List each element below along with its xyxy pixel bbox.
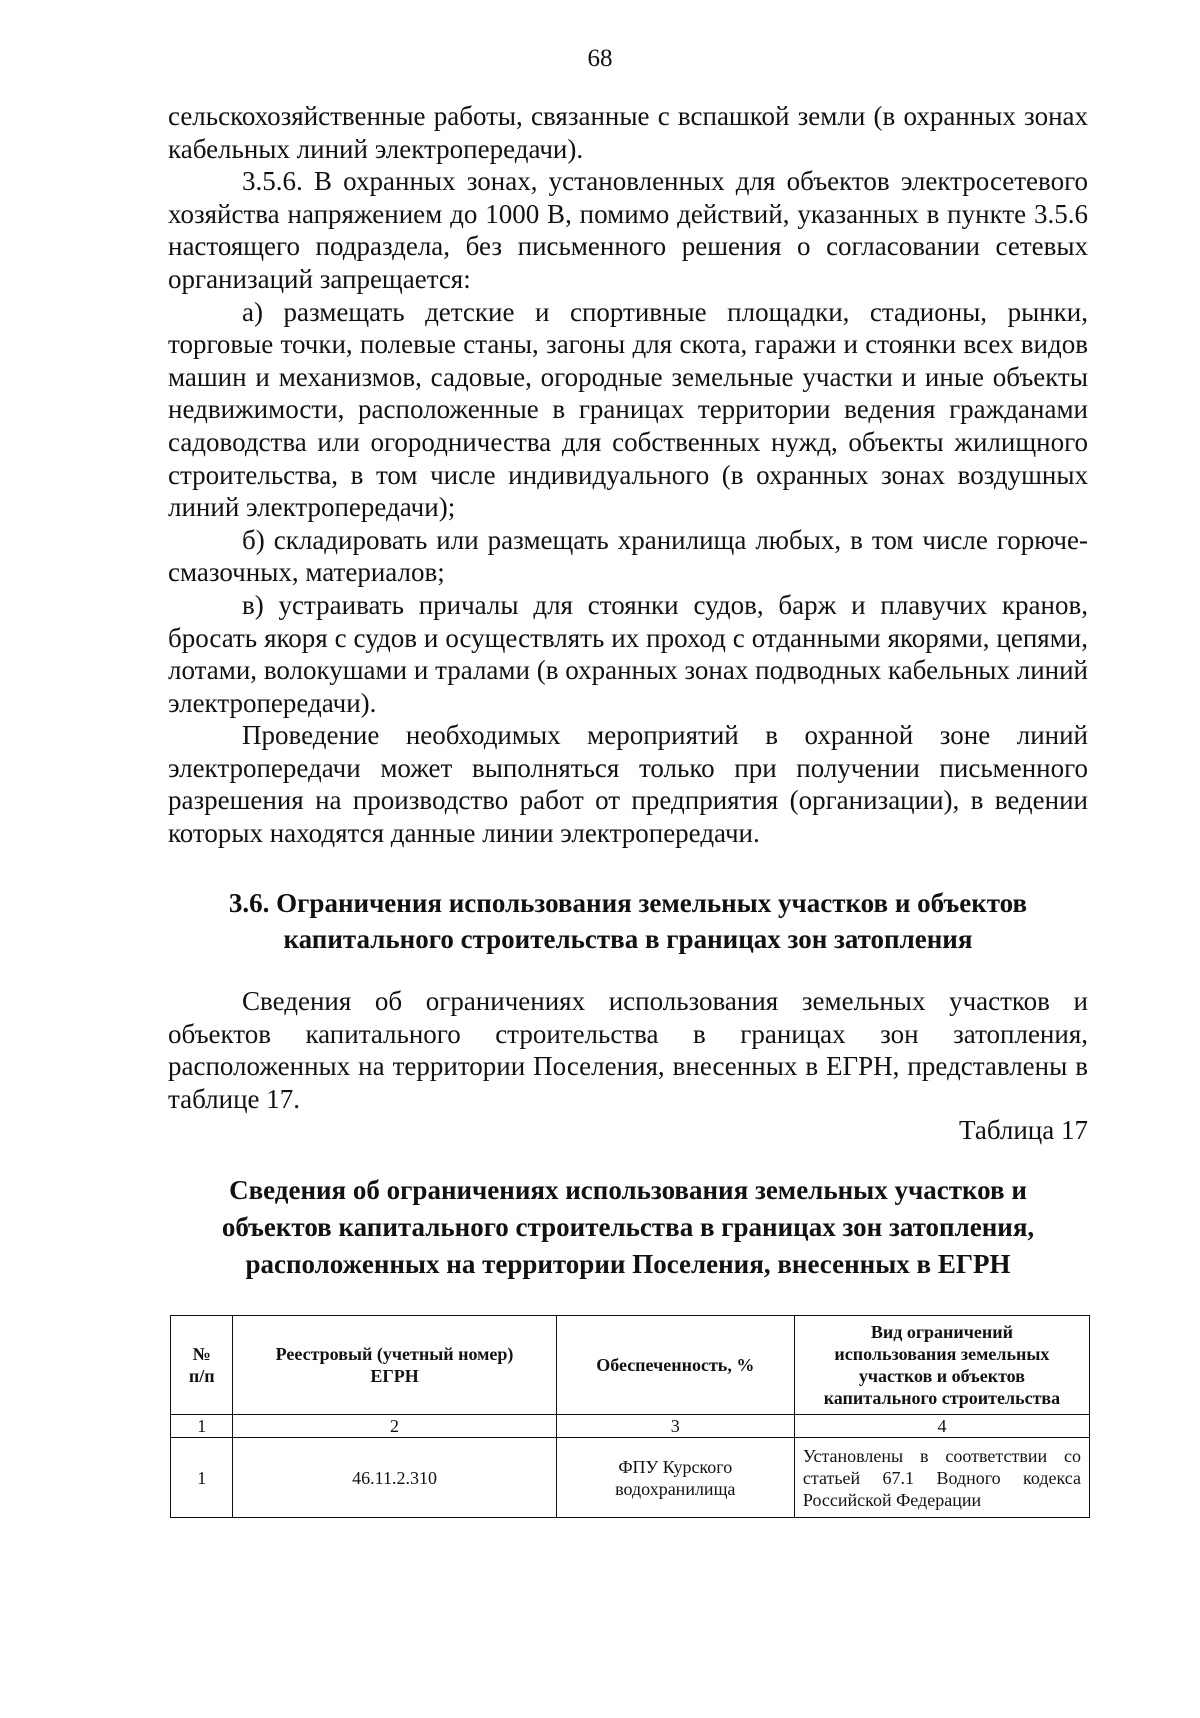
- paragraph-item-v: в) устраивать причалы для стоянки судов, барж и плавучих кранов, бросать якоря с судов и осуществлять их проход с отданными якорями, цепями, лотами, волокушами и тралами (в охранных зонах подводных кабельных линий электропередачи).: [168, 589, 1088, 718]
- header-number-line-2: п/п: [188, 1366, 215, 1386]
- section-heading: [168, 885, 1088, 957]
- restrictions-table: [170, 1315, 1090, 1518]
- page-number: 68: [587, 45, 613, 72]
- table-header-row: [171, 1316, 1090, 1415]
- section-heading-line-1: 3.6. Ограничения использования земельных участков и объектов: [228, 888, 1028, 918]
- paragraph-3-5-6: 3.5.6. В охранных зонах, установленных для объектов электросетевого хозяйства напряжением до 1000 В, помимо действий, указанных в пункте 3.5.6 настоящего подраздела, без письменного решения о согласовании сетевых организаций запрещается:: [168, 166, 1088, 294]
- table-row: [171, 1438, 1090, 1518]
- header-restriction-line-4: капитального строительства: [823, 1388, 1061, 1408]
- reg-number-cell: 46.11.2.310: [233, 1438, 556, 1518]
- header-number-line-1: №: [192, 1344, 211, 1364]
- provision-cell: ФПУ Курского водохранилища: [556, 1438, 794, 1518]
- paragraph-item-b: б) складировать или размещать хранилища любых, в том числе горюче-смазочных, материалов;: [168, 524, 1088, 588]
- table-title-line-1: Сведения об ограничениях использования земельных участков и: [229, 1175, 1027, 1205]
- paragraph-works: Проведение необходимых мероприятий в охранной зоне линий электропередачи может выполняться только при получении письменного разрешения на производство работ от предприятия (организации), в ведении которых находятся данные линии электропередачи.: [168, 720, 1088, 849]
- body-text-intro: [168, 985, 1088, 1115]
- column-number-cell: 2: [233, 1415, 556, 1438]
- table-title-line-3: расположенных на территории Поселения, внесенных в ЕГРН: [245, 1249, 1011, 1279]
- header-restriction-line-3: участков и объектов: [858, 1366, 1025, 1386]
- paragraph-intro: Сведения об ограничениях использования земельных участков и объектов капитального строительства в границах зон затопления, расположенных на территории Поселения, внесенных в ЕГРН, представлены в таблице 17.: [168, 986, 1088, 1114]
- header-reg-number: [233, 1316, 556, 1415]
- header-reg-number-line-2: ЕГРН: [370, 1366, 419, 1386]
- header-restriction-line-2: использования земельных: [834, 1344, 1050, 1364]
- header-reg-number-line-1: Реестровый (учетный номер): [275, 1344, 514, 1364]
- header-restriction-type: [794, 1316, 1089, 1415]
- paragraph-continuation: сельскохозяйственные работы, связанные с вспашкой земли (в охранных зонах кабельных линий электропередачи).: [168, 101, 1088, 164]
- table-title: [168, 1172, 1088, 1283]
- table-caption: Таблица 17: [959, 1115, 1088, 1145]
- table-title-line-2: объектов капитального строительства в границах зон затопления,: [221, 1212, 1035, 1242]
- header-restriction-line-1: Вид ограничений: [870, 1322, 1014, 1342]
- header-provision-line-1: Обеспеченность, %: [596, 1355, 755, 1375]
- section-heading-line-2: капитального строительства в границах зон затопления: [283, 924, 973, 954]
- row-number-cell: 1: [171, 1438, 233, 1518]
- column-number-row: [171, 1415, 1090, 1438]
- column-number-cell: 1: [171, 1415, 233, 1438]
- column-number-cell: 3: [556, 1415, 794, 1438]
- header-number: [171, 1316, 233, 1415]
- restriction-cell: Установлены в соответствии со статьей 67.1 Водного кодекса Российской Федерации: [794, 1438, 1089, 1518]
- column-number-cell: 4: [794, 1415, 1089, 1438]
- header-provision: [556, 1316, 794, 1415]
- paragraph-item-a: а) размещать детские и спортивные площадки, стадионы, рынки, торговые точки, полевые станы, загоны для скота, гаражи и стоянки всех видов машин и механизмов, садовые, огородные земельные участки и иные объекты недвижимости, расположенные в границах территории ведения гражданами садоводства или огородничества для собственных нужд, объекты жилищного строительства, в том числе индивидуального (в охранных зонах воздушных линий электропередачи);: [168, 296, 1088, 523]
- body-text-top: [168, 100, 1088, 850]
